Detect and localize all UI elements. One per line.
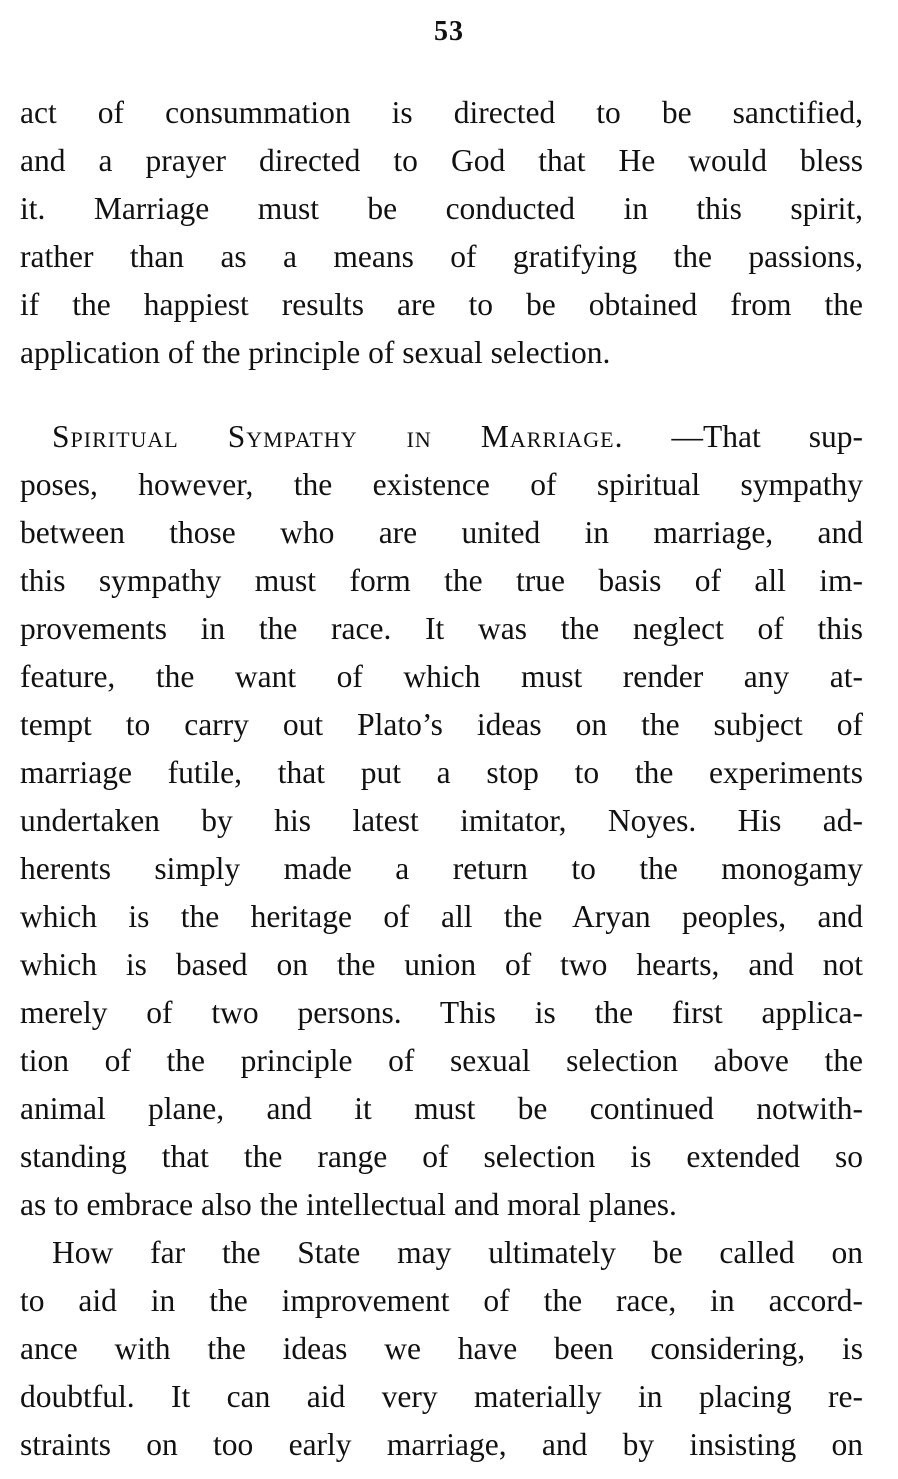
text-line: tion of the principle of sexual selection above the [20,1043,863,1078]
text-line: feature, the want of which must render any at- [20,659,863,694]
text-line: and a prayer directed to God that He would bless [20,143,863,178]
text-line: doubtful. It can aid very materially in placing re- [20,1379,863,1414]
text-line: act of consummation is directed to be sanctified, [20,95,863,130]
text-line: which is based on the union of two hearts, and not [20,947,863,982]
text-line: rather than as a means of gratifying the passions, [20,239,863,274]
text-line: if the happiest results are to be obtained from the [20,287,863,322]
text-line: ance with the ideas we have been considering, is [20,1331,863,1366]
text-line: standing that the range of selection is extended so [20,1139,863,1174]
text-line: poses, however, the existence of spiritual sympathy [20,467,863,502]
text-line: tempt to carry out Plato’s ideas on the subject of [20,707,863,742]
section-first-line [52,413,863,461]
text-line: straints on too early marriage, and by insisting on [20,1427,863,1462]
text-line: provements in the race. It was the neglect of this [20,611,863,646]
text-line: marriage futile, that put a stop to the experiments [20,755,863,790]
page-number: 53 [434,16,464,47]
text-line: which is the heritage of all the Aryan peoples, and [20,899,863,934]
text-line: it. Marriage must be conducted in this spirit, [20,191,863,226]
text-line: application of the principle of sexual selection. [20,335,611,370]
section-heading: Spiritual Sympathy in Marriage. [52,419,624,454]
text-line: as to embrace also the intellectual and moral planes. [20,1187,677,1222]
section-first-line-text: —That sup- [671,419,863,454]
text-line: merely of two persons. This is the first applica- [20,995,863,1030]
text-line: herents simply made a return to the monogamy [20,851,863,886]
text-line: to aid in the improvement of the race, in accord- [20,1283,863,1318]
text-line: this sympathy must form the true basis of all im- [20,563,863,598]
text-line: animal plane, and it must be continued notwith- [20,1091,863,1126]
text-line: between those who are united in marriage, and [20,515,863,550]
text-line: undertaken by his latest imitator, Noyes. His ad- [20,803,863,838]
text-line: How far the State may ultimately be called on [52,1235,863,1270]
